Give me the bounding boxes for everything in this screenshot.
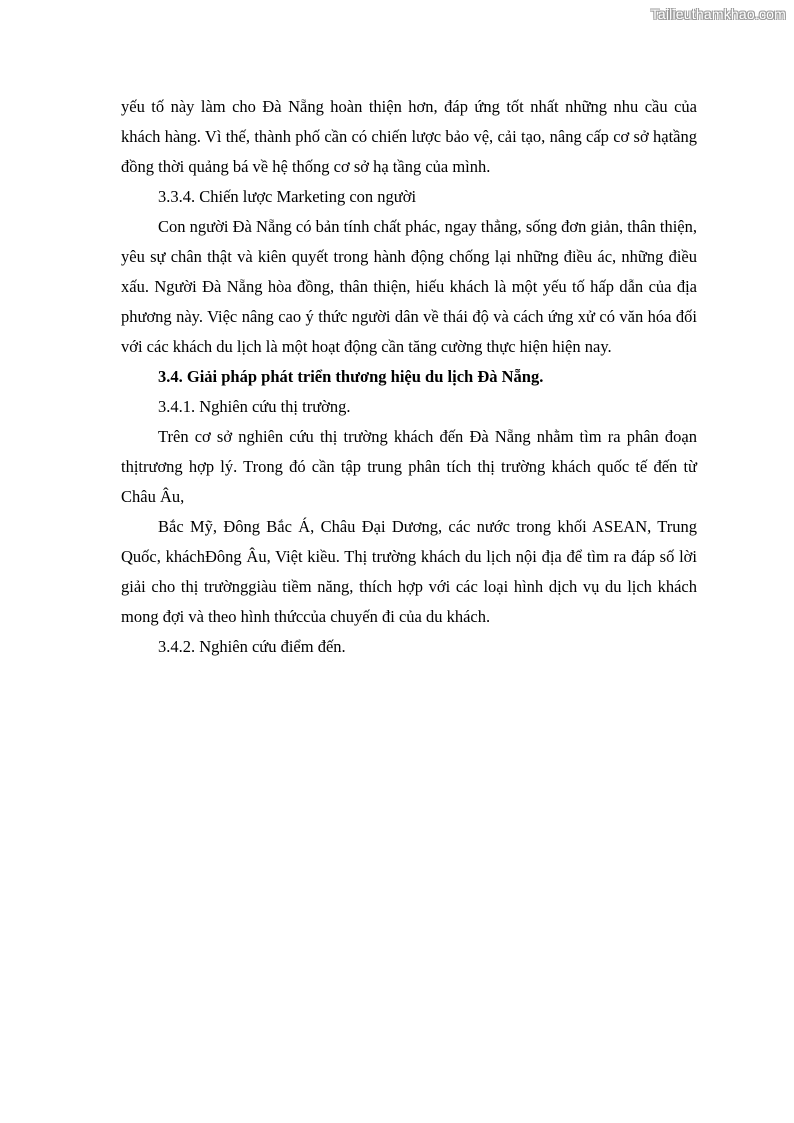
watermark: Tailieuthamkhao.com xyxy=(650,6,786,22)
paragraph-people-marketing: Con người Đà Nẵng có bản tính chất phác, ngay thẳng, sống đơn giản, thân thiện, yêu sự chân thật và kiên quyết trong hành động chống lại những điều ác, những điều xấu. Người Đà Nẵng hòa đồng, thân thiện, hiếu khách là một yếu tố hấp dẫn của địa phương này. Việc nâng cao ý thức người dân về thái độ và cách ứng xử có văn hóa đối với các khách du lịch là một hoạt động cần tăng cường thực hiện hiện nay. xyxy=(121,217,697,356)
section-heading-3-3-4: 3.3.4. Chiến lược Marketing con người xyxy=(158,187,417,206)
section-heading-3-4-1: 3.4.1. Nghiên cứu thị trường. xyxy=(158,397,351,416)
paragraph-market-research: Trên cơ sở nghiên cứu thị trường khách đến Đà Nẵng nhằm tìm ra phân đoạn thịtrương hợp lý. Trong đó cần tập trung phân tích thị trường khách quốc tế đến từ Châu Âu, xyxy=(121,427,697,506)
section-heading-3-4-2: 3.4.2. Nghiên cứu điểm đến. xyxy=(158,637,346,656)
section-heading-3-4: 3.4. Giải pháp phát triển thương hiệu du lịch Đà Nẵng. xyxy=(158,367,544,386)
paragraph-market-segments: Bắc Mỹ, Đông Bắc Á, Châu Đại Dương, các nước trong khối ASEAN, Trung Quốc, kháchĐông Âu, Việt kiều. Thị trường khách du lịch nội địa để tìm ra đáp số lời giải cho thị trườnggiàu tiềm năng, thích hợp với các loại hình dịch vụ du lịch khách mong đợi và theo hình thứccủa chuyến đi của du khách. xyxy=(121,517,697,626)
document-body xyxy=(121,92,697,662)
paragraph-infrastructure-conclusion: yếu tố này làm cho Đà Nẵng hoàn thiện hơn, đáp ứng tốt nhất những nhu cầu của khách hàng. Vì thế, thành phố cần có chiến lược bảo vệ, cải tạo, nâng cấp cơ sở hạtầng đồng thời quảng bá về hệ thống cơ sở hạ tầng của mình. xyxy=(121,97,697,176)
